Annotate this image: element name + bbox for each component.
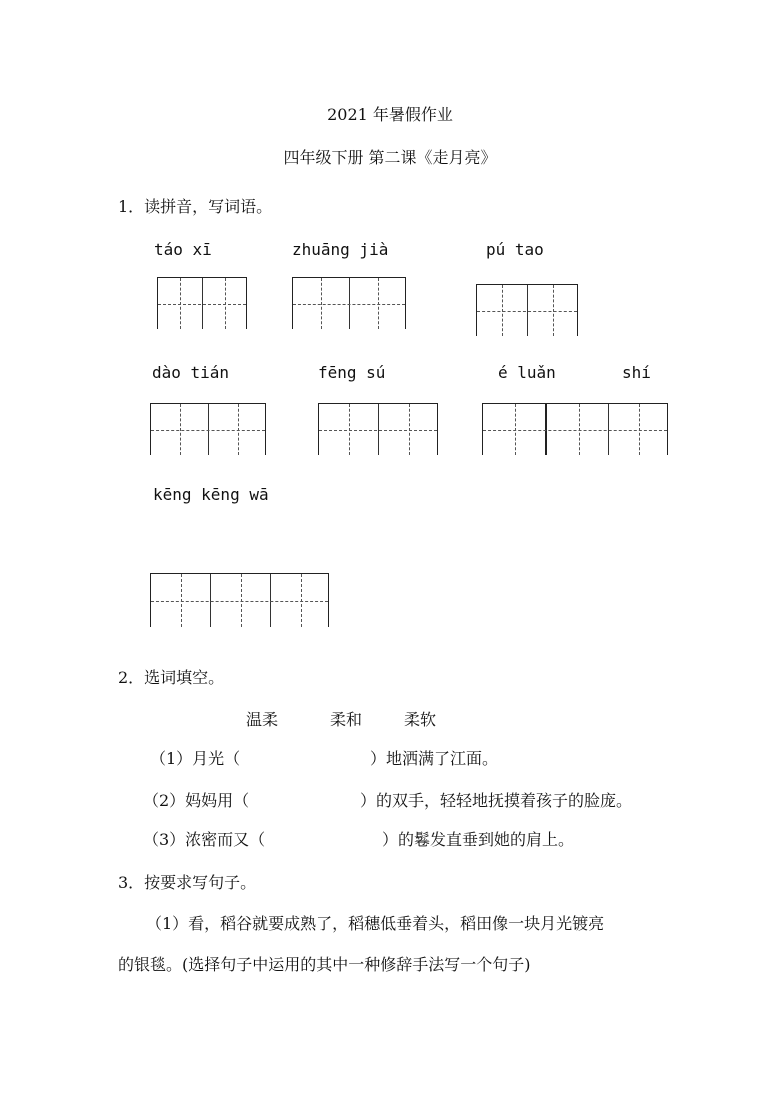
fill-item-1-after: ）地洒满了江面。 — [370, 749, 499, 768]
writing-grid-taoxi[interactable] — [157, 277, 247, 329]
question-3-line-1: （1）看，稻谷就要成熟了，稻穗低垂着头，稻田像一块月光镀亮 — [146, 914, 605, 933]
option-rouruan: 柔软 — [404, 710, 437, 729]
fill-item-1-before: （1）月光（ — [150, 749, 241, 768]
writing-grid-fengsu[interactable] — [318, 403, 438, 455]
pinyin-zhuangjia: zhuāng jià — [292, 240, 389, 259]
fill-item-3-before: （3）浓密而又（ — [143, 830, 266, 849]
page-title: 2021 年暑假作业 — [327, 105, 453, 124]
fill-item-3-after: ）的鬈发直垂到她的肩上。 — [382, 830, 575, 849]
pinyin-eluan: é luǎn — [498, 363, 556, 382]
lesson-subtitle: 四年级下册 第二课《走月亮》 — [283, 148, 497, 167]
fill-blank-1[interactable] — [246, 746, 370, 770]
fill-blank-3[interactable] — [272, 827, 382, 851]
writing-grid-daotian[interactable] — [150, 403, 266, 455]
writing-grid-putao[interactable] — [476, 284, 578, 336]
question-2-heading: 2．选词填空。 — [118, 668, 225, 687]
fill-item-2-after: ）的双手，轻轻地抚摸着孩子的脸庞。 — [360, 791, 633, 810]
question-3-line-2: 的银毯。(选择句子中运用的其中一种修辞手法写一个句子) — [118, 955, 531, 974]
pinyin-daotian: dào tián — [152, 363, 230, 382]
fill-blank-2[interactable] — [256, 788, 360, 812]
question-3-heading: 3．按要求写句子。 — [118, 873, 257, 892]
question-1-heading: 1．读拼音，写词语。 — [118, 197, 273, 216]
pinyin-putao: pú tao — [486, 240, 544, 259]
option-rouhe: 柔和 — [330, 710, 363, 729]
fill-item-2-before: （2）妈妈用（ — [143, 791, 250, 810]
pinyin-shi: shí — [622, 363, 651, 382]
writing-grid-kengkengwa[interactable] — [150, 573, 329, 627]
pinyin-kengkengwa: kēng kēng wā — [153, 485, 269, 504]
writing-grid-zhuangjia[interactable] — [292, 277, 406, 329]
option-wenrou: 温柔 — [246, 710, 279, 729]
writing-grid-eluanshi[interactable] — [482, 403, 668, 455]
pinyin-fengsu: fēng sú — [318, 363, 386, 382]
pinyin-taoxi: táo xī — [154, 240, 212, 259]
